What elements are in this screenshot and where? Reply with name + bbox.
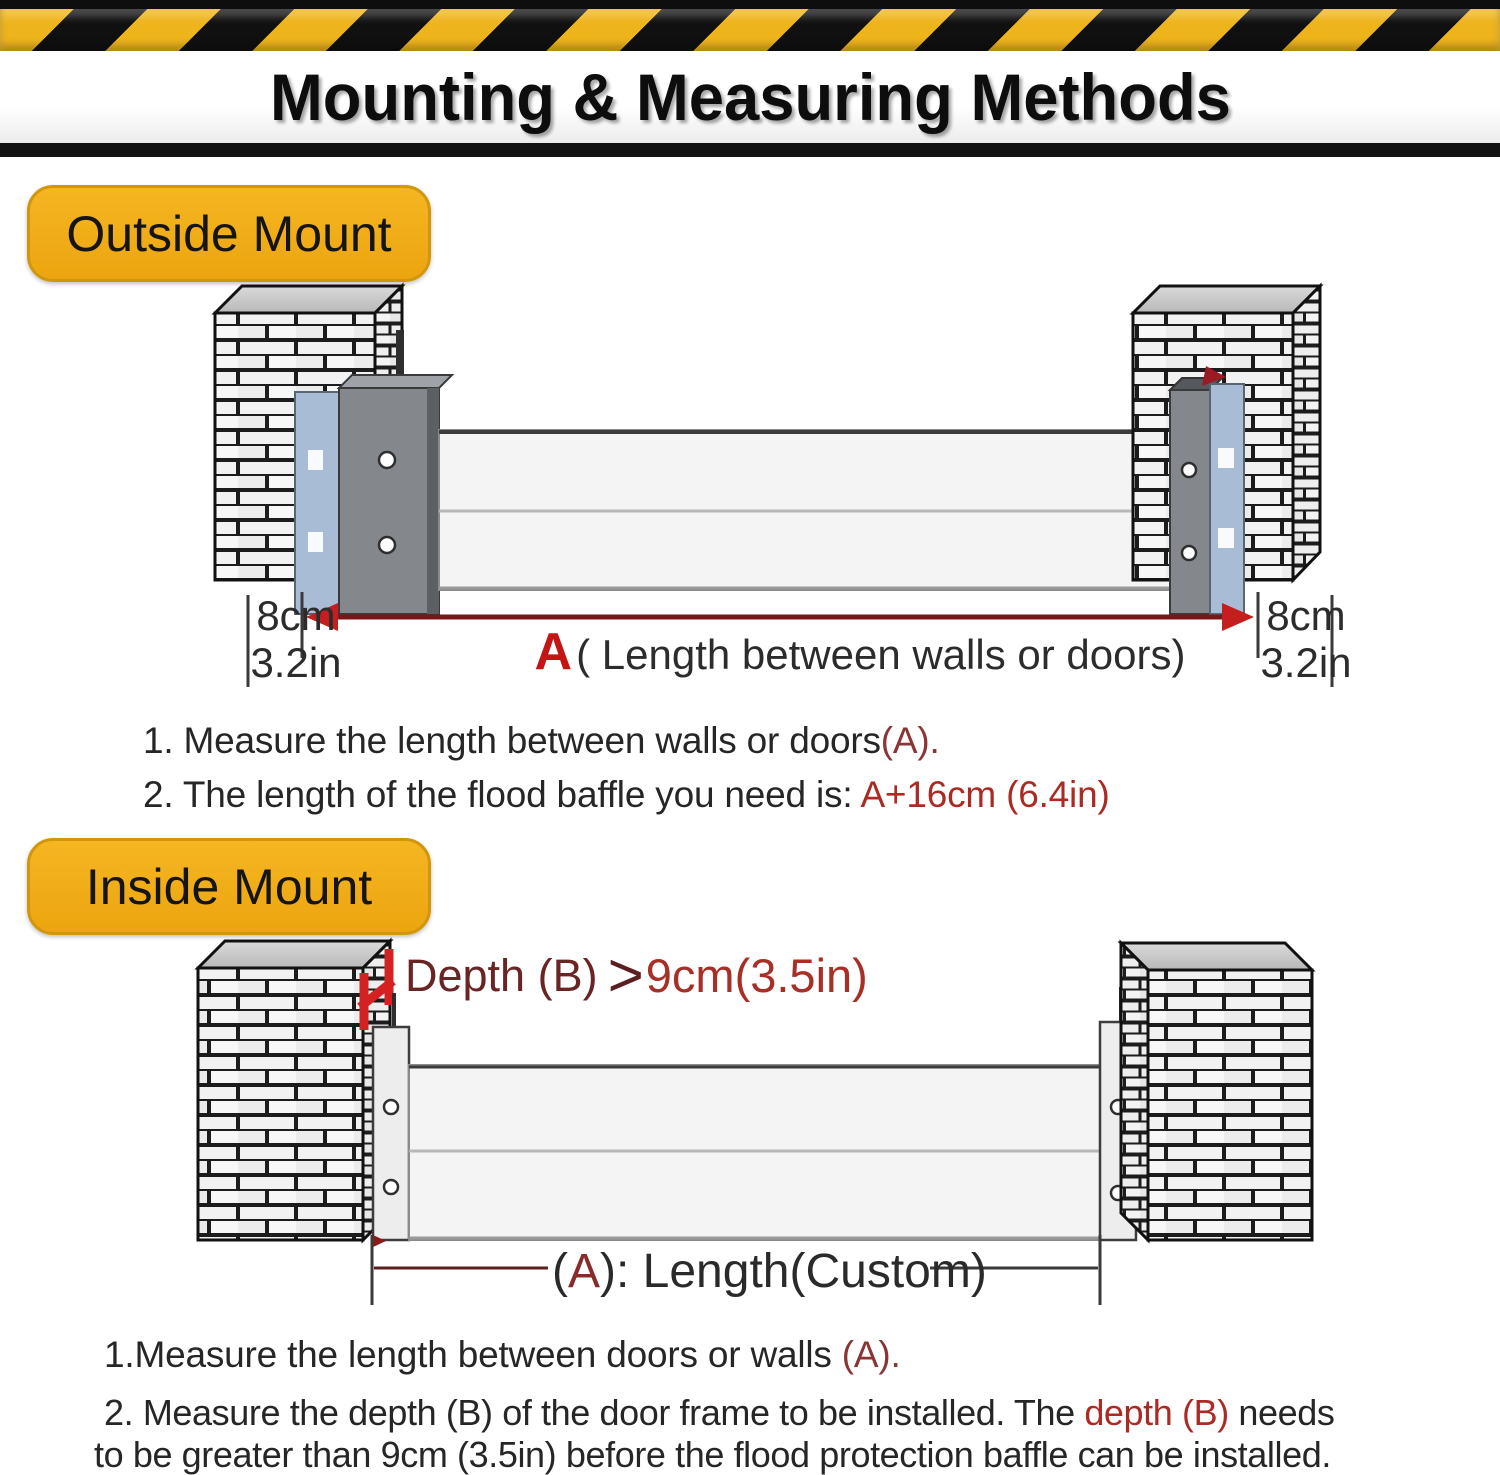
outside-right-bracket	[1170, 366, 1244, 614]
outside-step-2: 2. The length of the flood baffle you need is: A+16cm (6.4in)	[143, 774, 1110, 815]
page-title: Mounting & Measuring Methods	[269, 60, 1231, 134]
inside-left-bracket	[373, 993, 409, 1247]
outside-span-label: A( Length between walls or doors)	[534, 623, 1186, 681]
title-divider	[0, 143, 1500, 157]
top-black-strip	[0, 0, 1500, 9]
outside-step-1: 1. Measure the length between walls or doors(A).	[143, 720, 940, 761]
flood-baffle-inside	[409, 1065, 1100, 1240]
outside-mount-badge	[27, 185, 431, 282]
flood-baffle	[439, 430, 1170, 590]
inside-step-2-line1: 2. Measure the depth (B) of the door frame to be installed. The depth (B) needs	[104, 1392, 1335, 1433]
outside-left-gap-label: 8cm 3.2in	[250, 592, 342, 686]
hazard-stripe-band	[0, 9, 1500, 51]
inside-step-1: 1.Measure the length between doors or walls (A).	[104, 1334, 901, 1375]
inside-span-label: (A): Length(Custom)	[552, 1245, 987, 1298]
inside-mount-badge-label: Inside Mount	[85, 858, 373, 915]
inside-mount-badge	[27, 838, 431, 935]
depth-label: Depth (B) > 9cm(3.5in)	[405, 940, 868, 1010]
inside-right-pillar	[1121, 943, 1312, 1240]
outside-right-gap-label: 8cm 3.2in	[1260, 592, 1352, 686]
title-band	[0, 51, 1500, 143]
inside-step-2-line2: to be greater than 9cm (3.5in) before the flood protection baffle can be installed.	[94, 1434, 1331, 1475]
outside-mount-badge-label: Outside Mount	[66, 205, 392, 262]
